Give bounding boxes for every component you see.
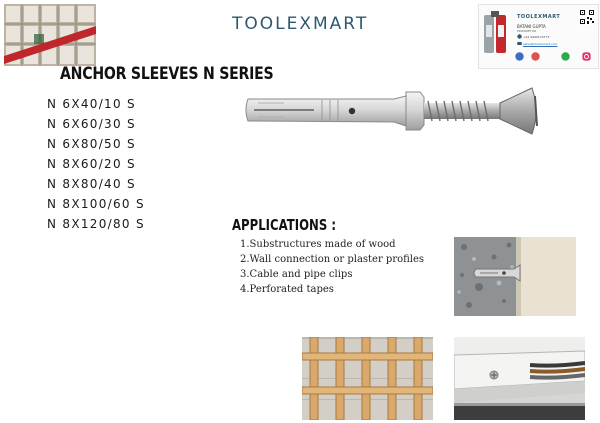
instagram-icon[interactable] [582, 52, 591, 61]
model-item: N 6X60/30 S [47, 117, 136, 131]
model-item: N 8X60/20 S [47, 157, 136, 171]
wall-anchor-photo [454, 237, 576, 316]
brand-logo-text: TOOLEXMART [232, 14, 369, 34]
card-role: PROPRIETOR [517, 29, 537, 33]
application-item: 1.Substructures made of wood [240, 239, 396, 250]
application-item: 4.Perforated tapes [240, 284, 334, 295]
facebook-icon[interactable] [531, 52, 540, 61]
business-card [478, 4, 599, 69]
card-brand: TOOLEXMART [517, 14, 561, 20]
facade-photo [4, 4, 96, 66]
model-item: N 8X120/80 S [47, 217, 145, 231]
model-item: N 8X100/60 S [47, 197, 145, 211]
whatsapp-icon[interactable] [561, 52, 570, 61]
model-item: N 8X80/40 S [47, 177, 136, 191]
applications-list [240, 237, 424, 297]
wood-substructure-photo [302, 337, 433, 420]
application-item: 3.Cable and pipe clips [240, 269, 353, 280]
model-item: N 6X80/50 S [47, 137, 136, 151]
card-phone: +91 9999123773 [523, 35, 550, 39]
location-icon [515, 52, 524, 61]
email-icon [517, 41, 522, 46]
card-email[interactable]: sales@toolexmart.com [523, 42, 558, 46]
anchor-sleeve-illustration [244, 82, 544, 142]
applications-heading: APPLICATIONS : [232, 216, 337, 234]
cartridge-product-image [482, 11, 512, 59]
phone-icon [517, 34, 522, 39]
cable-clip-photo [454, 337, 585, 420]
model-item: N 6X40/10 S [47, 97, 136, 111]
page-title: ANCHOR SLEEVES N SERIES [60, 64, 274, 84]
qr-code-icon [579, 9, 595, 25]
application-item: 2.Wall connection or plaster profiles [240, 254, 425, 265]
card-name: BATANI GUPTA [517, 24, 546, 29]
model-list [47, 94, 145, 234]
